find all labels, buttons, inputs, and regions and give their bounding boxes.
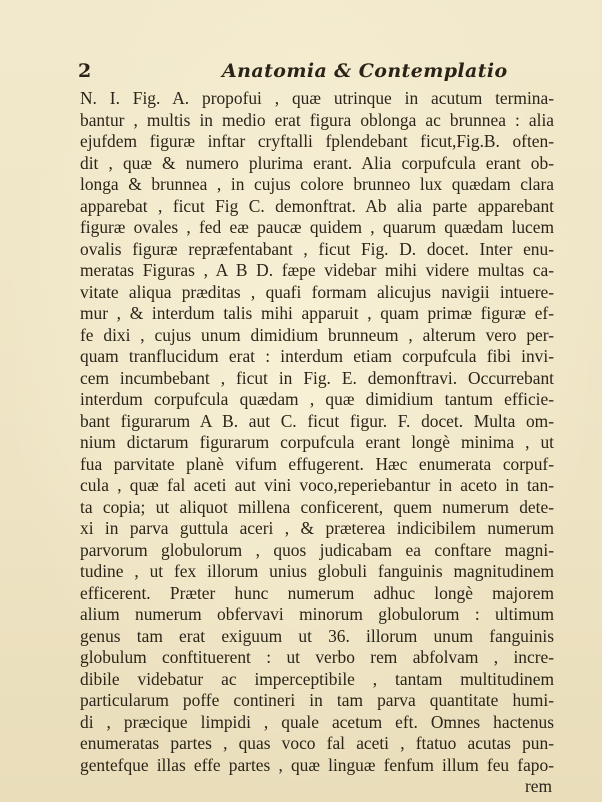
text-line: ta copia; ut aliquot millena conficerent, quem numerum dete- bbox=[80, 496, 554, 517]
text-line: efficerent. Præter hunc numerum adhuc longè majorem bbox=[80, 582, 554, 603]
text-line: tudine , ut fex illorum unius globuli fanguinis magnitudinem bbox=[80, 561, 554, 581]
text-line: cem incumbebant , ficut in Fig. E. demonftravi. Occurrebant bbox=[80, 367, 554, 388]
text-line: di , præcique limpidi , quale acetum eft. Omnes hactenus bbox=[80, 711, 554, 732]
text-line: interdum corpufcula quædam , quæ dimidium tantum efficie- bbox=[80, 389, 554, 409]
text-line: fua parvitate planè vifum effugerent. Hæc enumerata corpuf- bbox=[80, 453, 554, 474]
text-line: enumeratas partes , quas voco fal aceti , ftatuo acutas pun- bbox=[80, 733, 554, 753]
text-line: quam tranflucidum erat : interdum etiam corpufcula fibi invi- bbox=[80, 346, 554, 366]
running-title: Anatomia & Contemplatio bbox=[222, 60, 508, 82]
text-line: cula , quæ fal aceti aut vini voco,reperiebantur in aceto in tan- bbox=[80, 475, 554, 495]
catchword: rem bbox=[524, 776, 552, 796]
text-line: ovalis figuræ repræfentabant , ficut Fig. D. docet. Inter enu- bbox=[80, 238, 554, 259]
text-line: bantur , multis in medio erat figura oblonga ac brunnea : alia bbox=[80, 109, 554, 130]
text-line: xi in parva guttula aceri , & præterea indicibilem numerum bbox=[80, 518, 554, 538]
text-line: N. I. Fig. A. propofui , quæ utrinque in acutum termina- bbox=[80, 88, 554, 108]
text-line: meratas Figuras , A B D. fæpe videbar mihi videre multas ca- bbox=[80, 260, 554, 280]
text-line: gentefque illas effe partes , quæ linguæ fenfum illum feu fapo- bbox=[80, 754, 554, 775]
text-line: genus tam erat exiguum ut 36. illorum unum fanguinis bbox=[80, 625, 554, 646]
text-line: ejufdem figuræ inftar cryftalli fplendebant ficut,Fig.B. often- bbox=[80, 131, 554, 151]
text-line: fe dixi , cujus unum dimidium brunneum , alterum vero per- bbox=[80, 324, 554, 345]
text-line: apparebat , ficut Fig C. demonftrat. Ab alia parte apparebant bbox=[80, 195, 554, 216]
text-line: vitate aliqua præditas , quafi formam alicujus navigii intuere- bbox=[80, 281, 554, 302]
running-head bbox=[70, 58, 550, 84]
text-line: bant figurarum A B. aut C. ficut figur. F. docet. Multa om- bbox=[80, 410, 554, 431]
text-line: dibile videbatur ac imperceptibile , tantam multitudinem bbox=[80, 668, 554, 689]
text-line: parvorum globulorum , quos judicabam ea conftare magni- bbox=[80, 539, 554, 560]
text-line: mur , & interdum talis mihi apparuit , quam primæ figuræ ef- bbox=[80, 303, 554, 323]
text-line: figuræ ovales , fed eæ paucæ quidem , quarum quædam lucem bbox=[80, 217, 554, 237]
text-line: longa & brunnea , in cujus colore brunneo lux quædam clara bbox=[80, 174, 554, 194]
text-line: globulum conftituerent : ut verbo rem abfolvam , incre- bbox=[80, 647, 554, 667]
body-text bbox=[80, 88, 554, 798]
text-line: alium numerum obfervavi minorum globulorum : ultimum bbox=[80, 604, 554, 624]
page-number: 2 bbox=[78, 60, 92, 82]
text-line: nium dictarum figurarum corpufcula erant longè minima , ut bbox=[80, 432, 554, 452]
text-line: particularum poffe contineri in tam parva quantitate humi- bbox=[80, 690, 554, 710]
text-line: dit , quæ & numero plurima erant. Alia corpufcula erant ob- bbox=[80, 152, 554, 173]
